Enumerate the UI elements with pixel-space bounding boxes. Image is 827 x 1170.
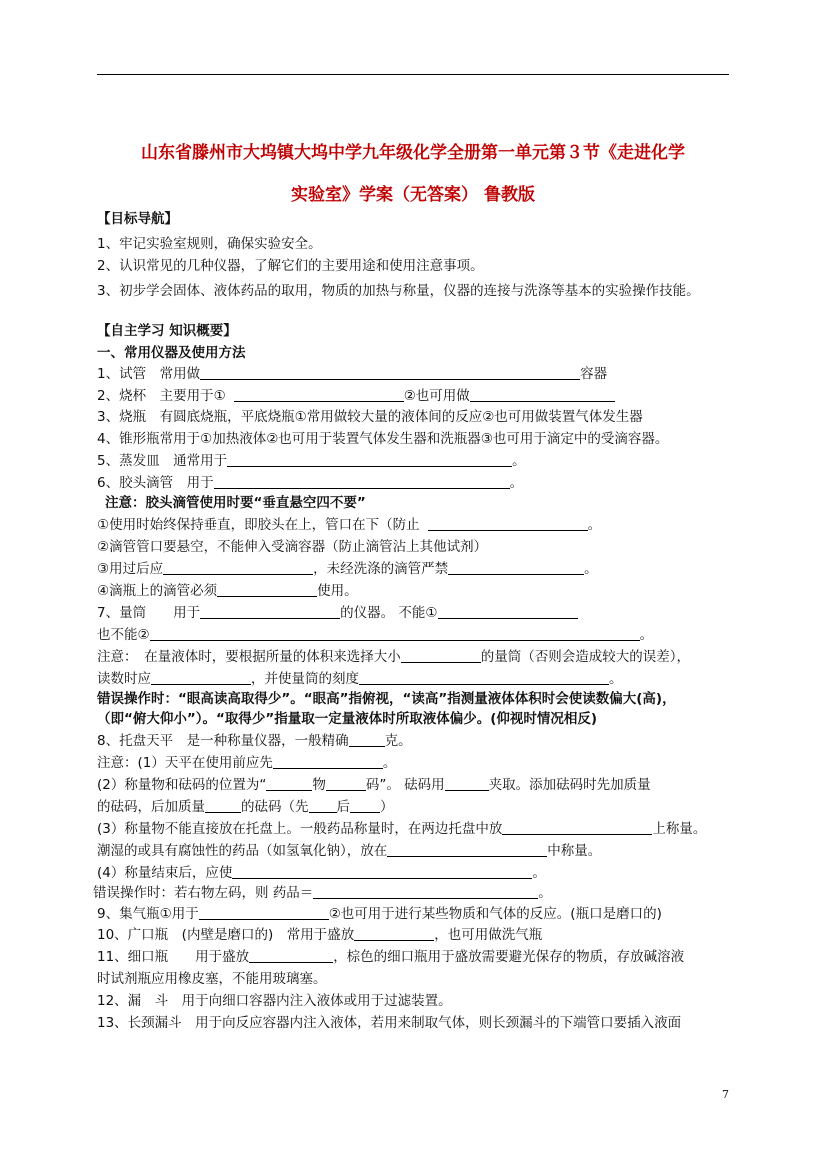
item-evaporating-dish: 5、蒸发皿 通常用于 。 (97, 453, 526, 469)
item-balance: 8、托盘天平 是一种称量仪器，一般精确 克。 (97, 733, 412, 749)
blank[interactable] (428, 517, 588, 531)
blank[interactable] (326, 777, 366, 791)
blank[interactable] (387, 843, 547, 857)
item-funnel: 12、漏 斗 用于向细口容器内注入液体或用于过滤装置。 (97, 993, 452, 1009)
blank[interactable] (502, 821, 652, 835)
item-conical-flask: 4、锥形瓶常用于①加热液体②也可用于装置气体发生器和洗瓶器③也可用于滴定中的受滴容器。 (97, 431, 669, 447)
blank[interactable] (354, 927, 434, 941)
item-flask: 3、烧瓶 有圆底烧瓶，平底烧瓶①常用做较大量的液体间的反应②也可用做装置气体发生器 (97, 409, 643, 425)
blank[interactable] (438, 605, 578, 619)
dropper-note-3: ③用过后应 ，未经洗涤的滴管严禁 。 (97, 561, 598, 577)
goals-heading: 【目标导航】 (97, 211, 178, 227)
balance-note-6: (4）称量结束后，应使 。 (97, 865, 546, 881)
blank[interactable] (227, 453, 512, 467)
blank[interactable] (151, 671, 251, 685)
section-heading: 一、常用仪器及使用方法 (97, 345, 246, 361)
cylinder-note-1: 注意： 在量液体时，要根据所量的体积来选择大小 的量筒（否则会造成较大的误差）， (97, 649, 690, 665)
balance-error: 错误操作时：若右物左码，则 药品＝ 。 (93, 885, 552, 901)
blank[interactable] (200, 366, 580, 380)
blank[interactable] (273, 755, 383, 769)
title-line-1: 山东省滕州市大坞镇大坞中学九年级化学全册第一单元第３节《走进化学 (141, 143, 685, 163)
blank[interactable] (199, 906, 329, 920)
blank[interactable] (266, 777, 312, 791)
blank[interactable] (232, 865, 532, 879)
blank[interactable] (217, 583, 317, 597)
page-number: 7 (722, 1088, 729, 1101)
blank[interactable] (350, 799, 380, 813)
blank[interactable] (214, 475, 510, 489)
goal-item-2: 2、认识常见的几种仪器，了解它们的主要用途和使用注意事项。 (97, 258, 484, 274)
item-wide-mouth-bottle: 10、广口瓶 (内壁是磨口的) 常用于盛放 ，也可用做洗气瓶 (97, 927, 543, 943)
item-long-neck-funnel: 13、长颈漏斗 用于向反应容器内注入液体，若用来制取气体，则长颈漏斗的下端管口要插入液面 (97, 1015, 682, 1031)
blank[interactable] (470, 388, 615, 402)
item-beaker: 2、烧杯 主要用于① ②也可用做 (97, 388, 615, 404)
balance-note-1: 注意：(1）天平在使用前应先 。 (97, 755, 397, 771)
blank[interactable] (150, 627, 640, 641)
goal-item-3: 3、初步学会固体、液体药品的取用，物质的加热与称量，仪器的连接与洗涤等基本的实验操作技能。 (97, 283, 700, 299)
blank[interactable] (200, 605, 340, 619)
dropper-note-1: ①使用时始终保持垂直，即胶头在上，管口在下（防止 。 (97, 517, 602, 533)
item-narrow-mouth-bottle: 11、细口瓶 用于盛放 ，棕色的细口瓶用于盛放需要避光保存的物质，存放碱溶液 (97, 949, 685, 965)
blank[interactable] (445, 777, 489, 791)
blank[interactable] (401, 649, 481, 663)
dropper-note-4: ④滴瓶上的滴管必须 使用。 (97, 583, 358, 599)
goal-item-1: 1、牢记实验室规则，确保实验安全。 (97, 236, 322, 252)
blank[interactable] (448, 561, 584, 575)
blank[interactable] (349, 733, 385, 747)
blank[interactable] (249, 949, 333, 963)
header-rule (97, 74, 729, 75)
title-line-2: 实验室》学案（无答案） 鲁教版 (291, 185, 535, 205)
error-note-2: （即“俯大仰小”）。“取得少”指量取一定量液体时所取液体偏少。(仰视时情况相反) (97, 711, 598, 727)
narrow-bottle-line-2: 时试剂瓶应用橡皮塞，不能用玻璃塞。 (97, 971, 327, 987)
blank[interactable] (234, 388, 404, 402)
dropper-note-2: ②滴管管口要悬空，不能伸入受滴容器（防止滴管沾上其他试剂） (97, 539, 488, 555)
balance-note-3: 的砝码，后加质量 的砝码（先 后 ） (97, 799, 394, 815)
blank[interactable] (313, 885, 538, 899)
blank[interactable] (163, 561, 313, 575)
balance-note-4: (3）称量物不能直接放在托盘上。一般药品称量时，在两边托盘中放 上称量。 (97, 821, 707, 837)
self-study-heading: 【自主学习 知识概要】 (97, 323, 237, 339)
error-note-1: 错误操作时：“眼高读高取得少”。“眼高”指俯视，“读高”指测量液体体积时会使读数偏大(高)， (97, 691, 676, 707)
item-dropper: 6、胶头滴管 用于 。 (97, 475, 524, 491)
item-graduated-cylinder: 7、量筒 用于 的仪器。 不能① (97, 605, 578, 621)
cylinder-note-2: 读数时应 ，并使量筒的刻度 。 (97, 671, 623, 687)
cylinder-line-2: 也不能② 。 (97, 627, 654, 643)
blank[interactable] (309, 799, 337, 813)
balance-note-2: (2）称量物和砝码的位置为“ 物 码”。 砝码用 夹取。添加砝码时先加质量 (97, 777, 651, 793)
dropper-note: 注意：胶头滴管使用时要“垂直悬空四不要” (105, 495, 366, 511)
blank[interactable] (359, 671, 609, 685)
item-gas-jar: 9、集气瓶①用于 ②也可用于进行某些物质和气体的反应。(瓶口是磨口的) (97, 906, 662, 922)
blank[interactable] (205, 799, 241, 813)
balance-note-5: 潮湿的或具有腐蚀性的药品（如氢氧化钠），放在 中称量。 (97, 843, 602, 859)
item-test-tube: 1、试管 常用做 容器 (97, 366, 608, 382)
